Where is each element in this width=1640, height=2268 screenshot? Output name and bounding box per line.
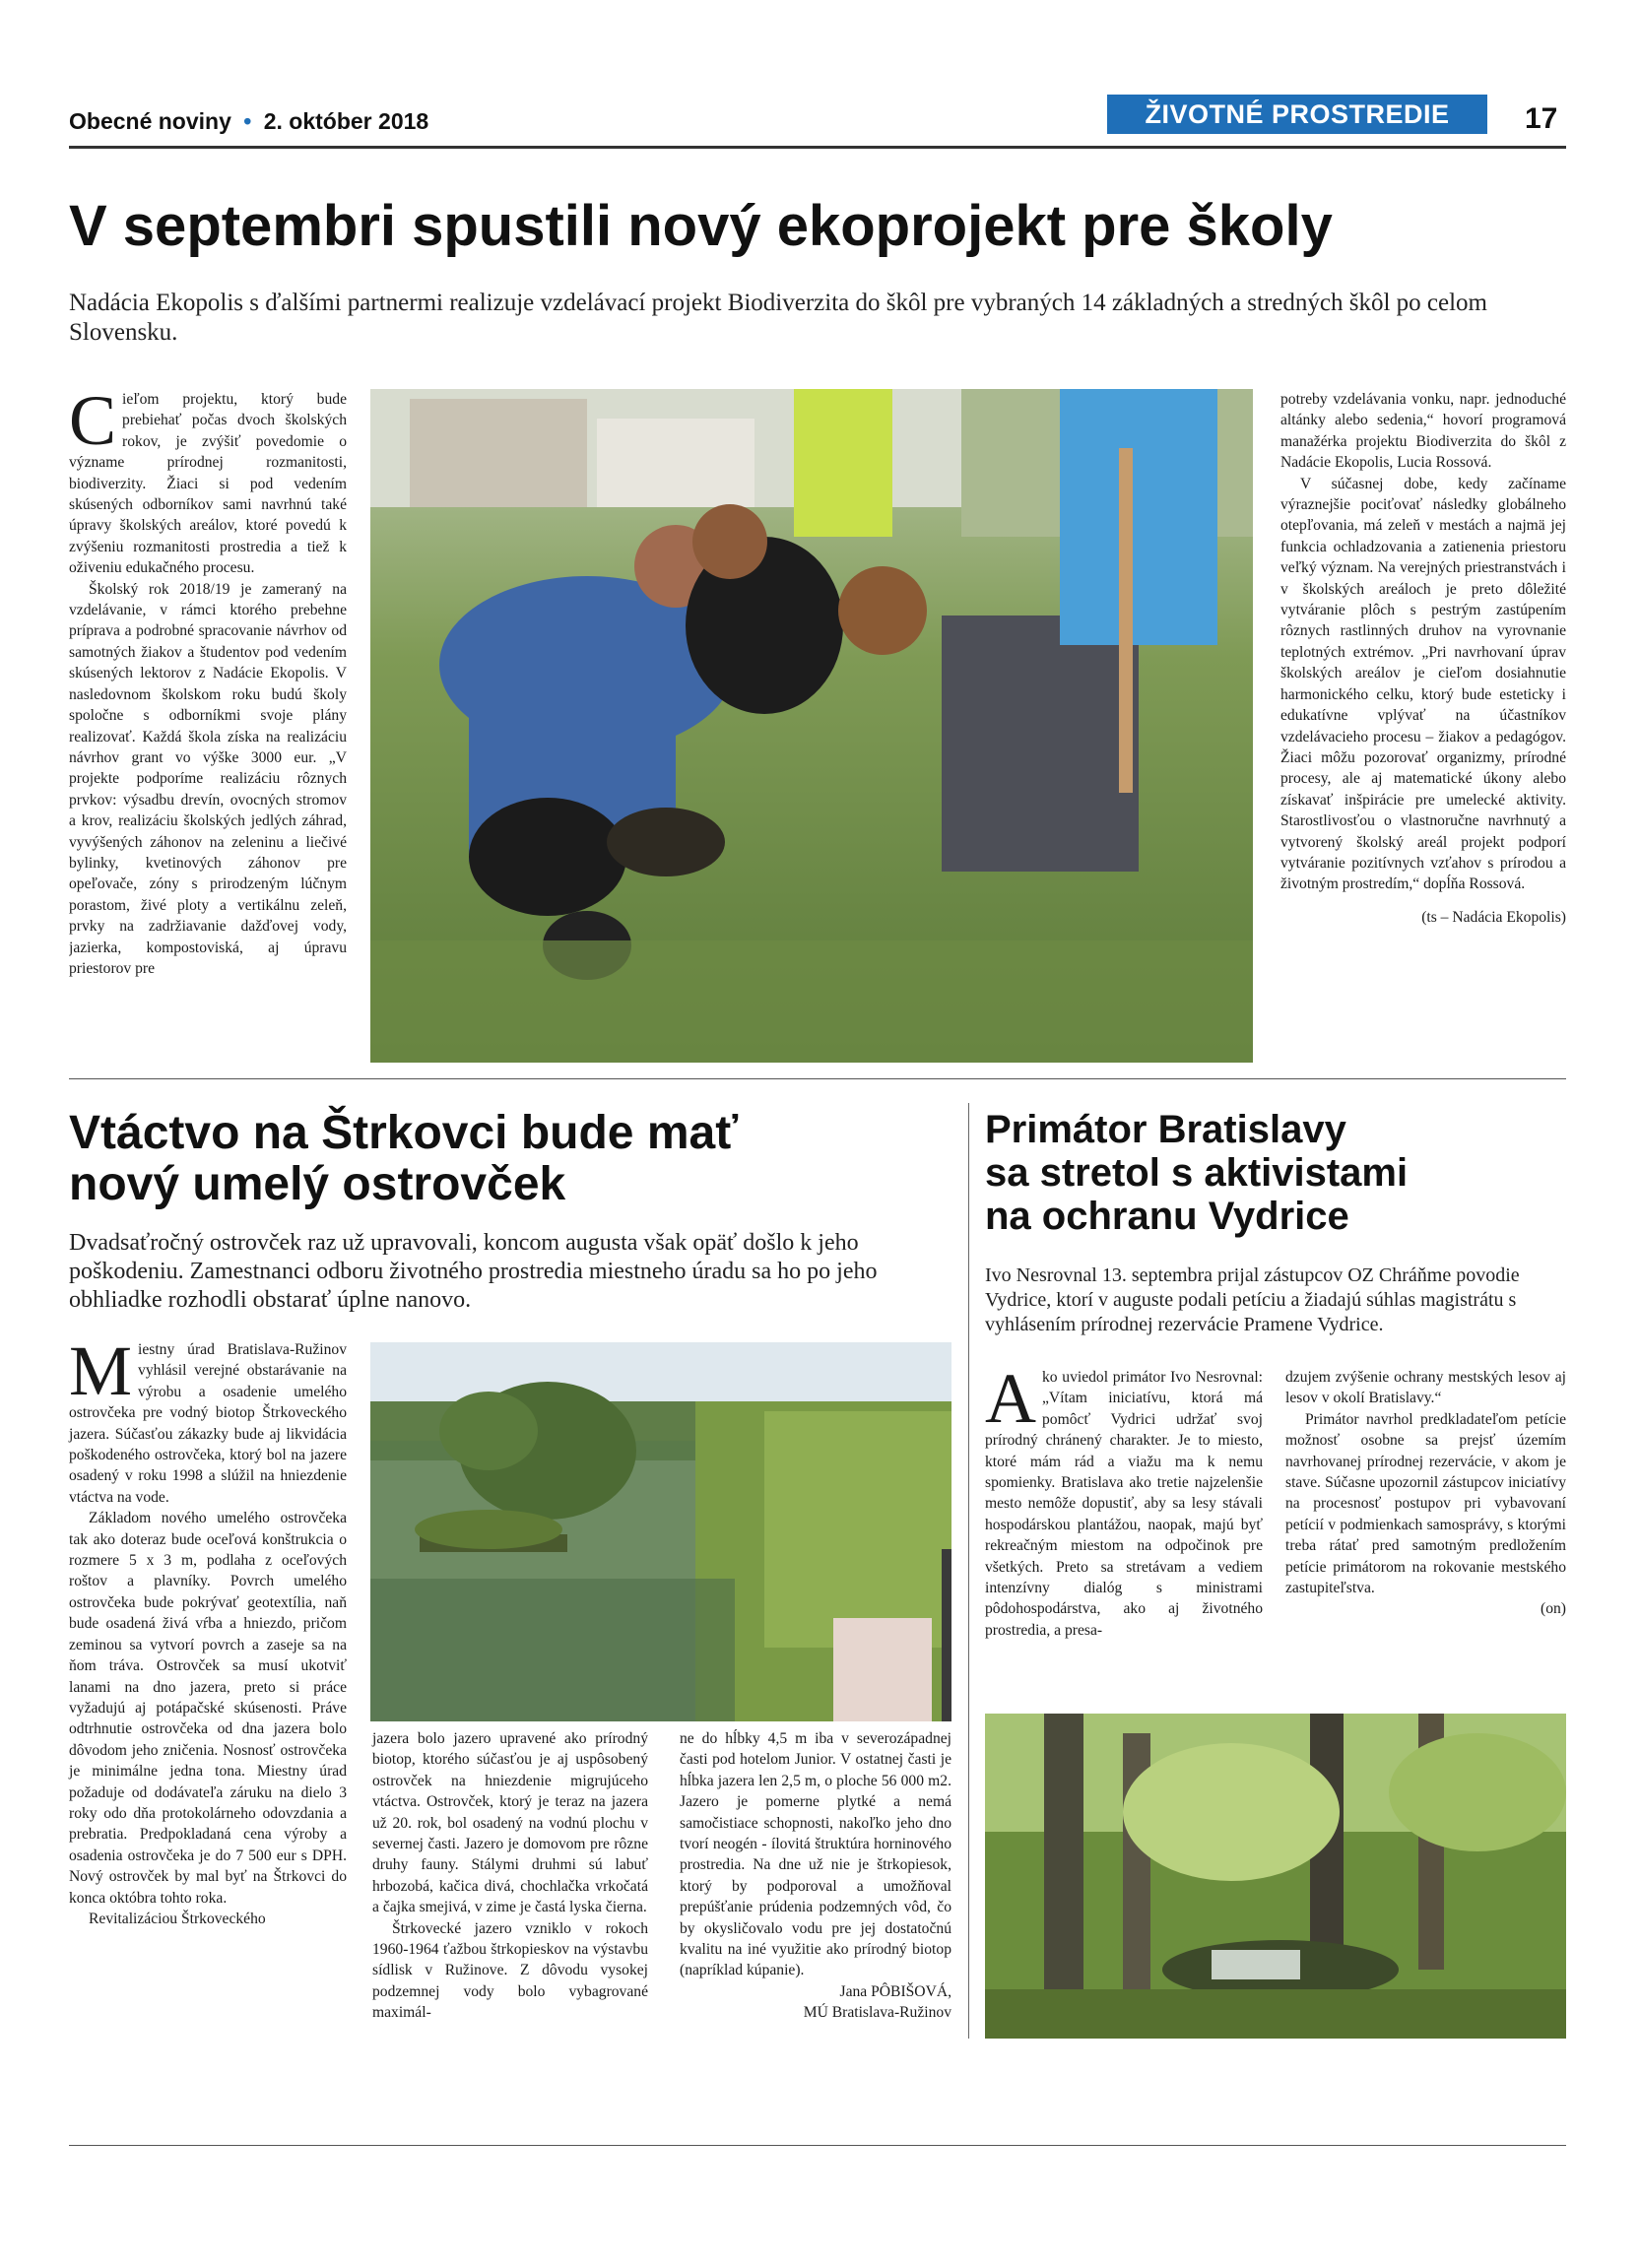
article2-lead: Dvadsaťročný ostrovček raz už upravovali, koncom augusta však opäť došlo k jeho poškodeniu. Zamestnanci odboru životného prostredia miestneho úradu sa ho po jeho obhliadke rozhodli obstarať úplne nanovo. xyxy=(69,1230,878,1313)
article3-title-line: sa stretol s aktivistami xyxy=(985,1151,1409,1195)
page-bottom-rule xyxy=(69,2145,1566,2146)
article2-paragraph: Štrkovecké jazero vzniklo v rokoch 1960-1964 ťažbou štrkopieskov na výstavbu sídlisk v Ružinove. Z dôvodu vysokej podzemnej vody bolo vybagrované maximál- xyxy=(372,1919,648,2022)
section-name: ŽIVOTNÉ PROSTREDIE xyxy=(1145,99,1450,129)
article3-paragraph: ko uviedol primátor Ivo Nesrovnal: „Vítam iniciatívu, ktorá má pomôcť Vydrici udržať svoj prírodný chránený charakter. Je to miesto, ktoré mám rád a viažu ma k nemu spomienky. Bratislava ako tretie najzelenšie mesto nemôže dopustiť, aby sa lesy stávali hospodárskou plantážou, naopak, majú byť rekreačným miestom na odpočinok pre všetkých. Preto sa stretávam a vediem intenzívny dialóg s ministrami pôdohospodárstva, ako aj životného prostredia, a presa- xyxy=(985,1369,1263,1639)
article2-paragraph: iestny úrad Bratislava-Ružinov vyhlásil verejné obstarávanie na výrobu a osadenie umelého ostrovčeka pre vodný biotop Štrkoveckého jazera. Súčasťou zákazky bude aj likvidácia poškodeného ostrovčeka, ktorý bol na jazere osadený v roku 1998 a slúžil na hniezdenie vtáctva na vode. xyxy=(69,1341,347,1506)
article3-column-2 xyxy=(1285,1367,1566,1620)
article2-column-2 xyxy=(372,1728,648,2024)
header-rule xyxy=(69,146,1566,149)
article2-dropcap: M xyxy=(69,1331,133,1410)
article1-paragraph: Školský rok 2018/19 je zameraný na vzdelávanie, v rámci ktorého prebehne príprava a podrobné spracovanie návrhov od samotných žiakov a študentov pod vedením skúsených lektorov z Nadácie Ekopolis. V nasledovnom školskom roku budú školy spoločne s odborníkmi svoje plány realizovať. Každá škola získa na realizáciu návrhov grant vo výške 3000 eur. „V projekte podporíme realizáciu rôznych prvkov: výsadbu drevín, ovocných stromov a krov, realizáciu školských jedlých záhrad, vyvýšených záhonov na zeleninu a liečivé bylinky, kvetinových záhonov pre opeľovače, zóny s prirodzeným lúčnym porastom, živé ploty a vertikálnu zeleň, prvky na zadržiavanie dažďovej vody, jazierka, kompostoviská, aj úpravu priestorov pre xyxy=(69,580,347,977)
article1-title: V septembri spustili nový ekoprojekt pre školy xyxy=(69,194,1333,258)
article2-column-3 xyxy=(680,1728,951,2024)
article2-signature-office: MÚ Bratislava-Ružinov xyxy=(803,2004,951,2022)
article3-title-line: na ochranu Vydrice xyxy=(985,1195,1349,1238)
article3-signature: (on) xyxy=(1541,1600,1566,1618)
article3-lead: Ivo Nesrovnal 13. septembra prijal zástupcov OZ Chráňme povodie Vydrice, ktorí v auguste podali petíciu a žiadajú súhlas magistrátu s vyhlásením prírodnej rezervácie Pramene Vydrice. xyxy=(985,1264,1520,1335)
header-paper-name xyxy=(69,108,428,135)
section-label xyxy=(1107,95,1487,134)
article1-paragraph: ieľom projektu, ktorý bude prebiehať počas dvoch školských rokov, je zvýšiť povedomie o význame prírodnej rozmanitosti, biodiverzity. Žiaci si pod vedením skúsených odborníkov sami navrhnú také úpravy školských areálov, ktoré povedú k zvýšeniu rozmanitosti prostredia a tiež k oživeniu edukačného procesu. xyxy=(69,391,347,577)
article2-paragraph: Revitalizáciou Štrkoveckého xyxy=(89,1910,266,1927)
article2-title xyxy=(69,1108,738,1210)
paper-name: Obecné noviny xyxy=(69,108,231,134)
article3-dropcap: A xyxy=(985,1359,1036,1438)
article3-paragraph: Primátor navrhol predkladateľom petície možnosť osobne sa prejsť územím navrhovanej prírodnej rezervácie, v akom je stave. Súčasne upozornil zástupcov iniciatívy na procesnosť postupov pri vybavovaní petícií v podmienkach samosprávy, s ktorými treba rátať pred samotným predložením petície primátorom na rokovanie mestského zastupiteľstva. xyxy=(1285,1410,1566,1597)
article1-dropcap: C xyxy=(69,389,117,460)
article1-column-1 xyxy=(69,389,347,1059)
forest-photo-illustration xyxy=(985,1714,1566,2039)
article1-lead: Nadácia Ekopolis s ďalšími partnermi realizuje vzdelávací projekt Biodiverzita do škôl pre vybraných 14 základných a stredných škôl po celom Slovensku. xyxy=(69,290,1488,346)
article1-paragraph: V súčasnej dobe, kedy začíname výraznejšie pociťovať následky globálneho otepľovania, má zeleň v mestách a najmä jej funkcia ochladzovania a zatienenia priestoru veľký význam. Na verejných priestranstvách i v školských areáloch je preto dôležité vytváranie plôch s pestrým zastúpením rôznych rastlinných druhov na vyrovnanie teplotných extrémov. „Pri navrhovaní úprav školských areálov je cieľom dosiahnutie harmonického celku, ktorý bude esteticky i edukatívne vplývať na účastníkov vzdelávacieho procesu – žiakov a pedagógov. Žiaci môžu pozorovať organizmy, prírodné procesy, ale aj matematické úkony alebo získavať inšpirácie pre umelecké aktivity. Starostlivosťou o vlastnoručne navrhnutý a vytvorený školský areál projekt podporí vytváranie pozitívnych vzťahov s prírodou a životným prostredím,“ dopĺňa Rossová. xyxy=(1280,475,1566,893)
article1-bottom-rule xyxy=(69,1078,1566,1079)
article2-signature-name: Jana PÔBIŠOVÁ, xyxy=(839,1982,951,2000)
article1-photo xyxy=(370,389,1253,1063)
page-number: 17 xyxy=(1525,102,1558,135)
planting-photo-illustration xyxy=(370,389,1253,1063)
article3-paragraph: dzujem zvýšenie ochrany mestských lesov aj lesov v okolí Bratislavy.“ xyxy=(1285,1369,1566,1407)
article2-paragraph: Základom nového umelého ostrovčeka tak ako doteraz bude oceľová konštrukcia o rozmere 5 x 3 m, podlaha z oceľových roštov a plavníky. Povrch umelého ostrovčeka bude pokrývať geotextília, naň bude osadená živá vŕba a hniezdo, pričom zeminou sa vytvorí povrch a zaseje sa na ňom tráva. Ostrovček sa musí ukotviť lanami na dno jazera, preto si práce vyžadujú aj potápačské skúsenosti. Práve odtrhnutie ostrovčeka od dna jazera bolo dôvodom jeho zničenia. Nosnosť ostrovčeka je minimálne jedna tona. Miestny úrad požaduje od dodávateľa záruku na dielo 3 roky odo dňa protokolárneho odovzdania a prebratia. Predpokladaná cena výroby a osadenia ostrovčeka je do 7 500 eur s DPH. Nový ostrovček by mal byť na Štrkovci do konca októbra tohto roka. xyxy=(69,1510,347,1907)
article3-title xyxy=(985,1108,1408,1238)
article2-title-line: nový umelý ostrovček xyxy=(69,1158,566,1210)
article1-column-3 xyxy=(1280,389,1566,928)
article2-column-1 xyxy=(69,1331,347,1929)
article2-paragraph: ne do hĺbky 4,5 m iba v severozápadnej časti pod hotelom Junior. V ostatnej časti je hĺbka jazera len 2,5 m, o ploche 56 000 m2. Jazero je pomerne plytké a nemá samočistiace schopnosti, nakoľko jeho dno tvorí neogén - ílovitá štruktúra horninového prostredia. Na dne už nie je štrkopiesok, ktorý by podporoval a umožňoval prepúšťanie prúdenia podzemných vôd, čo by okysličovalo vodu pre jej dostatočnú kvalitu na iné využitie ako prírodný biotop (napríklad kúpanie). xyxy=(680,1730,951,1979)
article3-title-line: Primátor Bratislavy xyxy=(985,1108,1346,1151)
header-bullet: • xyxy=(243,108,252,134)
article2-paragraph: jazera bolo jazero upravené ako prírodný biotop, ktorého súčasťou je aj uspôsobený ostrovček na hniezdenie migrujúceho vtáctva. Ostrovček, ktorý je teraz na jazera už 20. rok, bol osadený na vodnú plochu v severnej časti. Jazero je domovom pre rôzne druhy fauny. Stálymi druhmi sú labuť hrbozobá, kačica divá, chochlačka vrkočatá a čajka smejivá, v zime je častá lyska čierna. xyxy=(372,1730,648,1916)
article1-paragraph: potreby vzdelávania vonku, napr. jednoduché altánky alebo sedenia,“ hovorí programová manažérka projektu Biodiverzita do škôl z Nadácie Ekopolis, Lucia Rossová. xyxy=(1280,391,1566,472)
column-divider xyxy=(968,1103,969,2039)
article2-title-line: Vtáctvo na Štrkovci bude mať xyxy=(69,1107,739,1159)
article3-column-1 xyxy=(985,1359,1263,1641)
issue-date: 2. október 2018 xyxy=(263,108,429,134)
lake-photo-illustration xyxy=(370,1342,951,1721)
article2-photo xyxy=(370,1342,951,1721)
article1-signature: (ts – Nadácia Ekopolis) xyxy=(1421,908,1566,926)
article3-photo xyxy=(985,1714,1566,2039)
